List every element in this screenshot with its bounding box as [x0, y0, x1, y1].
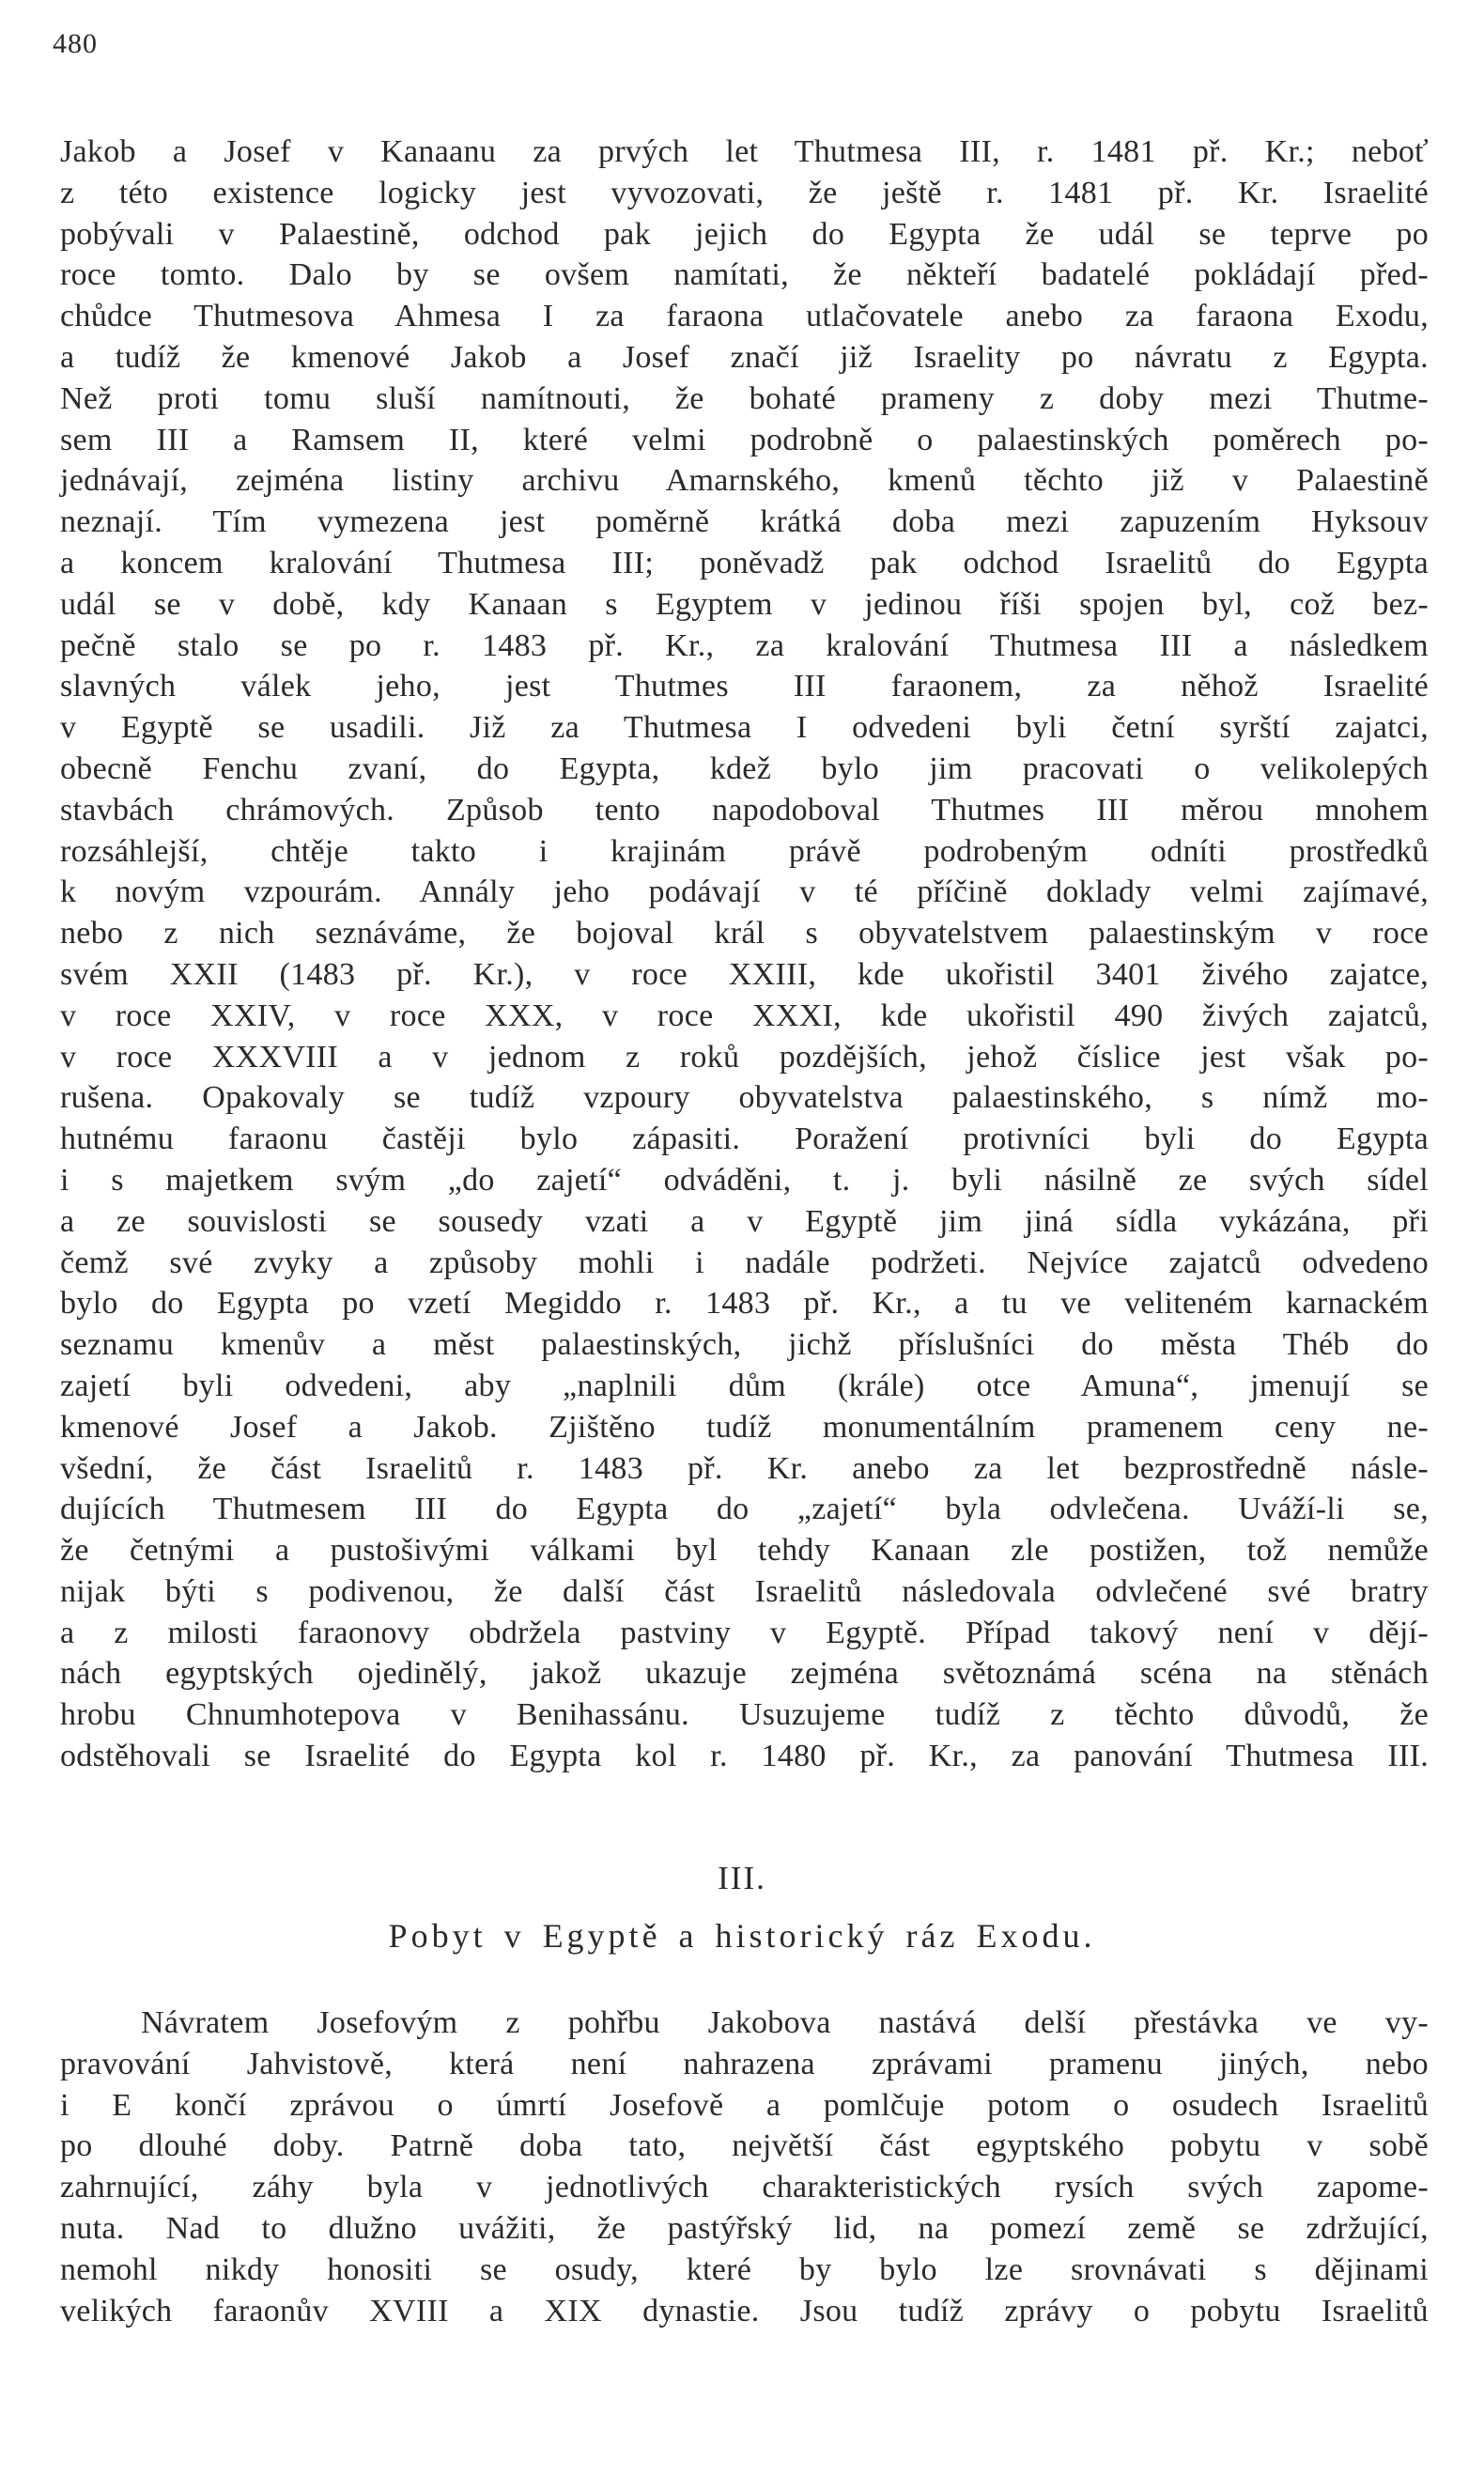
text-line: pobývali v Palaestině, odchod pak jejich do Egypta že udál se teprve po — [60, 216, 1429, 252]
text-line: bylo do Egypta po vzetí Megiddo r. 1483 př. Kr., a tu ve veliteném karnackém — [60, 1286, 1429, 1322]
text-line: chůdce Thutmesova Ahmesa I za faraona utlačovatele anebo za faraona Exodu, — [60, 299, 1429, 334]
text-line: udál se v době, kdy Kanaan s Egyptem v jedinou říši spojen byl, což bez- — [60, 586, 1429, 622]
text-line: k novým vzpourám. Annály jeho podávají v té příčině doklady velmi zajímavé, — [60, 874, 1429, 910]
chapter-number: III. — [718, 1860, 766, 1896]
text-line: nách egyptských ojedinělý, jakož ukazuje zejména světoznámá scéna na stěnách — [60, 1656, 1429, 1692]
text-line: pravování Jahvistově, která není nahrazena zprávami pramenu jiných, nebo — [60, 2046, 1429, 2081]
text-line: svém XXII (1483 př. Kr.), v roce XXIII, kde ukořistil 3401 živého zajatce, — [60, 956, 1429, 992]
text-line: slavných válek jeho, jest Thutmes III faraonem, za něhož Israelité — [60, 669, 1429, 704]
text-line: zahrnující, záhy byla v jednotlivých charakteristických rysích svých zapome- — [60, 2170, 1429, 2205]
text-line: dujících Thutmesem III do Egypta do „zajetí“ byla odvlečena. Uváží-li se, — [60, 1492, 1429, 1527]
text-line: seznamu kmenův a měst palaestinských, jichž příslušníci do města Théb do — [60, 1327, 1429, 1363]
text-line: rozsáhlejší, chtěje takto i krajinám právě podrobeným odníti prostředků — [60, 833, 1429, 869]
text-line: v Egyptě se usadili. Již za Thutmesa I odvedeni byli četní syrští zajatci, — [60, 710, 1429, 746]
text-line: Jakob a Josef v Kanaanu za prvých let Thutmesa III, r. 1481 př. Kr.; neboť — [60, 134, 1429, 169]
text-line: stavbách chrámových. Způsob tento napodoboval Thutmes III měrou mnohem — [60, 792, 1429, 828]
text-line: i E končí zprávou o úmrtí Josefově a pomlčuje potom o osudech Israelitů — [60, 2087, 1429, 2123]
text-line: v roce XXIV, v roce XXX, v roce XXXI, kde ukořistil 490 živých zajatců, — [60, 998, 1429, 1033]
text-line: hrobu Chnumhotepova v Benihassánu. Usuzujeme tudíž z těchto důvodů, že — [60, 1697, 1429, 1733]
text-line: nuta. Nad to dlužno uvážiti, že pastýřský lid, na pomezí země se zdržující, — [60, 2210, 1429, 2246]
text-line: velikých faraonův XVIII a XIX dynastie. Jsou tudíž zprávy o pobytu Israelitů — [60, 2293, 1429, 2328]
chapter-title: Pobyt v Egyptě a historický ráz Exodu. — [388, 1917, 1096, 1955]
text-line: pečně stalo se po r. 1483 př. Kr., za kralování Thutmesa III a následkem — [60, 627, 1429, 663]
text-line: a ze souvislosti se sousedy vzati a v Egyptě jim jiná sídla vykázána, při — [60, 1203, 1429, 1239]
page-number: 480 — [53, 28, 98, 59]
text-line: sem III a Ramsem II, které velmi podrobně o palaestinských poměrech po- — [60, 422, 1429, 457]
text-line: neznají. Tím vymezena jest poměrně krátká doba mezi zapuzením Hyksouv — [60, 504, 1429, 540]
text-line: zajetí byli odvedeni, aby „naplnili dům (krále) otce Amuna“, jmenují se — [60, 1368, 1429, 1403]
text-line: nemohl nikdy honositi se osudy, které by bylo lze srovnávati s dějinami — [60, 2251, 1429, 2287]
text-line: a tudíž že kmenové Jakob a Josef značí již Israelity po návratu z Egypta. — [60, 339, 1429, 375]
paragraph-2 — [60, 2003, 1429, 2331]
text-line: že četnými a pustošivými válkami byl tehdy Kanaan zle postižen, tož nemůže — [60, 1533, 1429, 1569]
text-line: a koncem kralování Thutmesa III; poněvadž pak odchod Israelitů do Egypta — [60, 545, 1429, 580]
text-line: a z milosti faraonovy obdržela pastviny v Egyptě. Případ takový není v dějí- — [60, 1615, 1429, 1650]
text-line: nijak býti s podivenou, že další část Israelitů následovala odvlečené své bratry — [60, 1573, 1429, 1609]
text-line: kmenové Josef a Jakob. Zjištěno tudíž monumentálním pramenem ceny ne- — [60, 1409, 1429, 1445]
text-line: roce tomto. Dalo by se ovšem namítati, že někteří badatelé pokládají před- — [60, 257, 1429, 293]
text-line: nebo z nich seznáváme, že bojoval král s obyvatelstvem palaestinským v roce — [60, 916, 1429, 951]
text-line: z této existence logicky jest vyvozovati, že ještě r. 1481 př. Kr. Israelité — [60, 175, 1429, 210]
text-line: Než proti tomu sluší namítnouti, že bohaté prameny z doby mezi Thutme- — [60, 380, 1429, 416]
text-line: rušena. Opakovaly se tudíž vzpoury obyvatelstva palaestinského, s nímž mo- — [60, 1080, 1429, 1116]
text-line: odstěhovali se Israelité do Egypta kol r. 1480 př. Kr., za panování Thutmesa III. — [60, 1739, 1429, 1774]
text-line: obecně Fenchu zvaní, do Egypta, kdež bylo jim pracovati o velikolepých — [60, 750, 1429, 786]
paragraph-1 — [60, 131, 1429, 1777]
text-line: Návratem Josefovým z pohřbu Jakobova nastává delší přestávka ve vy- — [141, 2005, 1429, 2040]
text-line: po dlouhé doby. Patrně doba tato, největší část egyptského pobytu v sobě — [60, 2128, 1429, 2164]
text-line: všední, že část Israelitů r. 1483 př. Kr. anebo za let bezprostředně násle- — [60, 1450, 1429, 1486]
text-line: hutnému faraonu častěji bylo zápasiti. Poražení protivníci byli do Egypta — [60, 1121, 1429, 1157]
text-line: čemž své zvyky a způsoby mohli i nadále podržeti. Nejvíce zajatců odvedeno — [60, 1245, 1429, 1280]
text-line: i s majetkem svým „do zajetí“ odváděni, t. j. byli násilně ze svých sídel — [60, 1162, 1429, 1198]
text-line: jednávají, zejména listiny archivu Amarnského, kmenů těchto již v Palaestině — [60, 463, 1429, 499]
text-line: v roce XXXVIII a v jednom z roků pozdějších, jehož číslice jest však po- — [60, 1039, 1429, 1075]
